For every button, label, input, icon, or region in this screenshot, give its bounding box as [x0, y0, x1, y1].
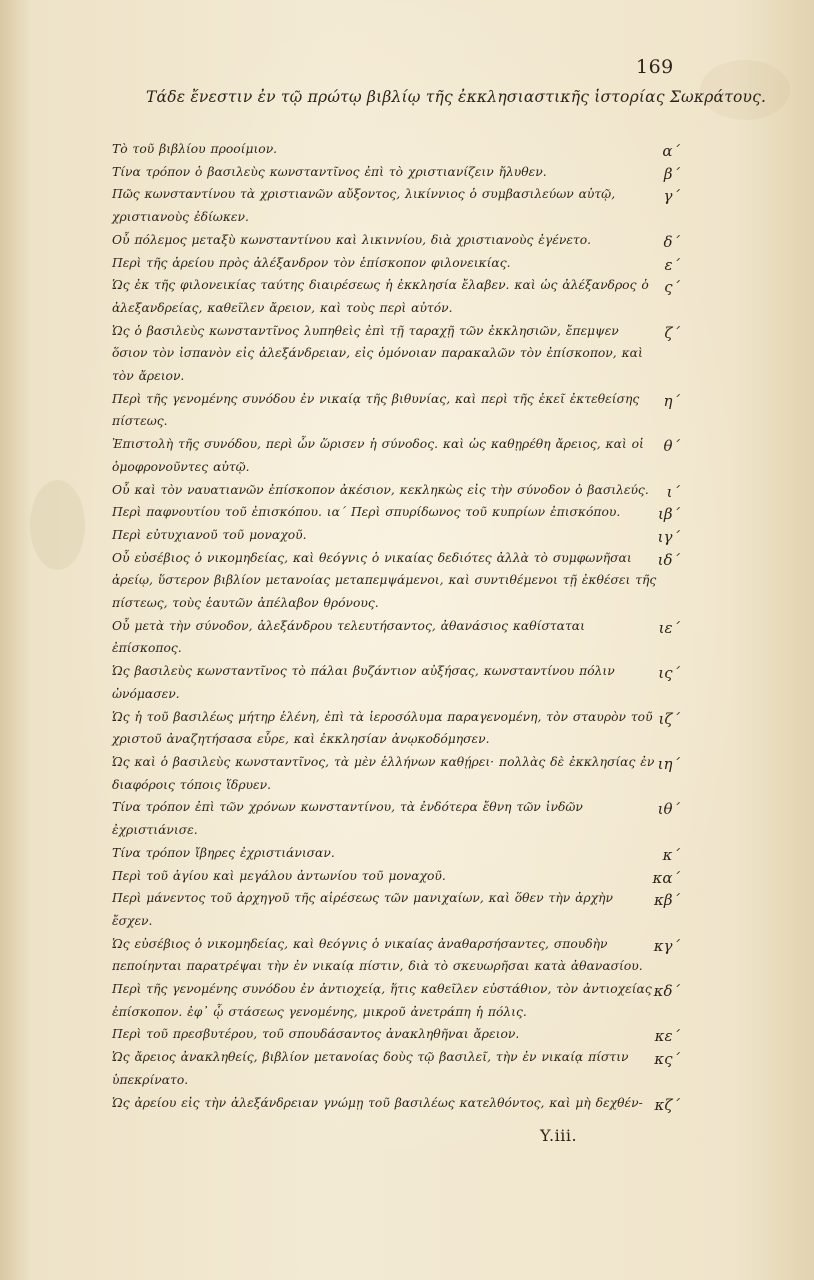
- toc-entry-text: Ὡς ἐκ τῆς φιλονεικίας ταύτης διαιρέσεως ἡ ἐκκλησία ἔλαβεν. καὶ ὡς ἀλέξανδρος ὁ ἀλεξανδρείας, καθεῖλεν ἄρειον, καὶ τοὺς περὶ αὐτόν.: [112, 278, 649, 315]
- chapter-numeral: ε΄: [664, 255, 680, 274]
- chapter-numeral: κα΄: [652, 868, 680, 887]
- toc-entry: [112, 252, 680, 275]
- toc-entry-text: Ὡς εὐσέβιος ὁ νικομηδείας, καὶ θεόγνις ὁ νικαίας ἀναθαρσήσαντες, σπουδὴν πεποίηνται παρατρέψαι τὴν ἐν νικαίᾳ πίστιν, διὰ τὸ σκευωρῆσαι κατὰ ἀθανασίου.: [112, 936, 643, 974]
- toc-entry: [112, 274, 680, 319]
- chapter-numeral: ιθ΄: [657, 800, 680, 819]
- toc-entry-text: Περὶ τῆς γενομένης συνόδου ἐν νικαίᾳ τῆς βιθυνίας, καὶ περὶ τῆς ἐκεῖ ἐκτεθείσης πίστεως.: [112, 391, 640, 429]
- signature-mark: Y.iii.: [540, 1126, 578, 1145]
- toc-entry: [112, 388, 680, 433]
- toc-entry: [112, 433, 680, 478]
- page-number: 169: [636, 56, 674, 78]
- chapter-numeral: ι΄: [666, 482, 680, 501]
- toc-entry: [112, 796, 680, 841]
- chapter-numeral: α΄: [662, 142, 680, 160]
- toc-entry: [112, 842, 680, 865]
- chapter-numeral: κγ΄: [653, 936, 680, 955]
- toc-entry-text: Περὶ μάνεντος τοῦ ἀρχηγοῦ τῆς αἱρέσεως τῶν μανιχαίων, καὶ ὅθεν τὴν ἀρχὴν ἔσχεν.: [112, 891, 613, 928]
- toc-entry-text: Περὶ εὐτυχιανοῦ τοῦ μοναχοῦ.: [112, 527, 307, 542]
- toc-entry-text: Ὡς ἄρειος ἀνακληθείς, βιβλίον μετανοίας δοὺς τῷ βασιλεῖ, τὴν ἐν νικαίᾳ πίστιν ὑπεκρίνατο.: [112, 1050, 629, 1087]
- toc-entry: [112, 183, 680, 228]
- toc-entry-text: Ὡς καὶ ὁ βασιλεὺς κωνσταντῖνος, τὰ μὲν ἑλλήνων καθῄρει· πολλὰς δὲ ἐκκλησίας ἐν διαφόροις τόποις ἵδρυεν.: [112, 754, 655, 792]
- toc-entry: [112, 1046, 680, 1091]
- toc-entry-text: Ὡς ἡ τοῦ βασιλέως μήτηρ ἑλένη, ἐπὶ τὰ ἱεροσόλυμα παραγενομένη, τὸν σταυρὸν τοῦ χριστοῦ ἀναζητήσασα εὗρε, καὶ ἐκκλησίαν ἀνῳκοδόμησεν.: [112, 709, 653, 747]
- toc-entry-text: Ὡς ὁ βασιλεὺς κωνσταντῖνος λυπηθεὶς ἐπὶ τῇ ταραχῇ τῶν ἐκκλησιῶν, ἔπεμψεν ὅσιον τὸν ἰσπανὸν εἰς ἀλεξάνδρειαν, εἰς ὁμόνοιαν παρακαλῶν τὸν ἐπίσκοπον, καὶ τὸν ἄρειον.: [112, 323, 643, 384]
- toc-entry-text: Τίνα τρόπον ἐπὶ τῶν χρόνων κωνσταντίνου, τὰ ἐνδότερα ἔθνη τῶν ἰνδῶν ἐχριστιάνισε.: [112, 800, 583, 838]
- chapter-numeral: β΄: [663, 164, 680, 183]
- toc-entry: [112, 524, 680, 547]
- toc-entry-text: Περὶ τῆς γενομένης συνόδου ἐν ἀντιοχείᾳ, ἥτις καθεῖλεν εὐστάθιον, τὸν ἀντιοχείας ἐπίσκοπον. ἐφ᾽ ᾧ στάσεως γενομένης, μικροῦ ἀνετράπη ἡ πόλις.: [112, 982, 652, 1019]
- chapter-numeral: κε΄: [654, 1027, 680, 1046]
- chapter-numeral: δ΄: [663, 232, 680, 251]
- toc-entry: [112, 138, 680, 161]
- toc-entry-text: Ἐπιστολὴ τῆς συνόδου, περὶ ὧν ὥρισεν ἡ σύνοδος. καὶ ὡς καθῃρέθη ἄρειος, καὶ οἱ ὁμοφρονοῦντες αὐτῷ.: [112, 437, 644, 474]
- toc-entry-text: Περὶ παφνουτίου τοῦ ἐπισκόπου. ια΄ Περὶ σπυρίδωνος τοῦ κυπρίων ἐπισκόπου.: [112, 505, 621, 520]
- toc-entry-text: Οὗ πόλεμος μεταξὺ κωνσταντίνου καὶ λικιννίου, διὰ χριστιανοὺς ἐγένετο.: [112, 232, 592, 247]
- toc-entry-text: Οὗ εὐσέβιος ὁ νικομηδείας, καὶ θεόγνις ὁ νικαίας δεδιότες ἀλλὰ τὸ συμφωνῆσαι ἀρείῳ, ὕστερον βιβλίον μετανοίας μεταπεμψάμενοι, καὶ συντιθέμενοι τῇ ἐκθέσει τῆς πίστεως, τοὺς ἑαυτῶν ἀπέλαβον θρόνους.: [112, 550, 657, 611]
- paper-stain: [30, 480, 85, 570]
- toc-entry: [112, 751, 680, 796]
- toc-entry-text: Περὶ τοῦ πρεσβυτέρου, τοῦ σπουδάσαντος ἀνακληθῆναι ἄρειον.: [112, 1027, 520, 1042]
- toc-entry-text: Περὶ τῆς ἀρείου πρὸς ἀλέξανδρον τὸν ἐπίσκοπον φιλονεικίας.: [112, 255, 511, 270]
- toc-entry: [112, 501, 680, 524]
- toc-entry: [112, 706, 680, 751]
- chapter-numeral: ιε΄: [658, 618, 680, 637]
- page-title: Τάδε ἔνεστιν ἐν τῷ πρώτῳ βιβλίῳ τῆς ἐκκλησιαστικῆς ἱστορίας Σωκράτους.: [146, 88, 767, 106]
- chapter-numeral: ιδ΄: [657, 550, 680, 569]
- chapter-numeral: ις΄: [658, 664, 680, 683]
- chapter-numeral: ιβ΄: [657, 505, 680, 524]
- toc-entry-text: Τίνα τρόπον ἴβηρες ἐχριστιάνισαν.: [112, 845, 335, 860]
- chapter-numeral: η΄: [663, 391, 680, 410]
- toc-entry: [112, 1023, 680, 1046]
- toc-entry: [112, 978, 680, 1023]
- chapter-numeral: κ΄: [662, 845, 680, 864]
- chapter-numeral: γ΄: [663, 187, 680, 206]
- table-of-contents: [112, 138, 680, 1114]
- toc-entry: [112, 320, 680, 388]
- chapter-numeral: ιγ΄: [657, 527, 680, 546]
- toc-entry-text: Οὗ μετὰ τὴν σύνοδον, ἀλεξάνδρου τελευτήσαντος, ἀθανάσιος καθίσταται ἐπίσκοπος.: [112, 618, 585, 656]
- toc-entry: [112, 660, 680, 705]
- chapter-numeral: κς΄: [654, 1050, 680, 1069]
- toc-entry-text: Τίνα τρόπον ὁ βασιλεὺς κωνσταντῖνος ἐπὶ τὸ χριστιανίζειν ἤλυθεν.: [112, 164, 547, 179]
- toc-entry: [112, 865, 680, 888]
- toc-entry: [112, 229, 680, 252]
- chapter-numeral: κβ΄: [653, 891, 680, 910]
- toc-entry: [112, 479, 680, 502]
- toc-entry: [112, 161, 680, 184]
- chapter-numeral: ζ΄: [664, 323, 680, 342]
- toc-entry: [112, 933, 680, 978]
- toc-entry-text: Ὡς ἀρείου εἰς τὴν ἀλεξάνδρειαν γνώμῃ τοῦ βασιλέως κατελθόντος, καὶ μὴ δεχθέν-: [112, 1095, 643, 1110]
- toc-entry: [112, 887, 680, 932]
- chapter-numeral: ιζ΄: [658, 709, 680, 728]
- chapter-numeral: κδ΄: [653, 982, 680, 1001]
- toc-entry-text: Οὗ καὶ τὸν ναυατιανῶν ἐπίσκοπον ἀκέσιον, κεκληκὼς εἰς τὴν σύνοδον ὁ βασιλεύς.: [112, 482, 649, 497]
- chapter-numeral: κζ΄: [654, 1095, 680, 1114]
- chapter-numeral: ιη΄: [657, 754, 680, 773]
- toc-entry-text: Τὸ τοῦ βιβλίου προοίμιον.: [112, 142, 278, 156]
- toc-entry-text: Ὡς βασιλεὺς κωνσταντῖνος τὸ πάλαι βυζάντιον αὐξήσας, κωνσταντίνου πόλιν ὠνόμασεν.: [112, 664, 615, 701]
- chapter-numeral: ς΄: [664, 278, 680, 297]
- toc-entry: [112, 615, 680, 660]
- toc-entry-text: Περὶ τοῦ ἁγίου καὶ μεγάλου ἀντωνίου τοῦ μοναχοῦ.: [112, 868, 446, 883]
- toc-entry: [112, 547, 680, 615]
- toc-entry: [112, 1092, 680, 1115]
- toc-entry-text: Πῶς κωνσταντίνου τὰ χριστιανῶν αὔξοντος, λικίννιος ὁ συμβασιλεύων αὐτῷ, χριστιανοὺς ἐδίωκεν.: [112, 187, 616, 225]
- chapter-numeral: θ΄: [663, 437, 680, 456]
